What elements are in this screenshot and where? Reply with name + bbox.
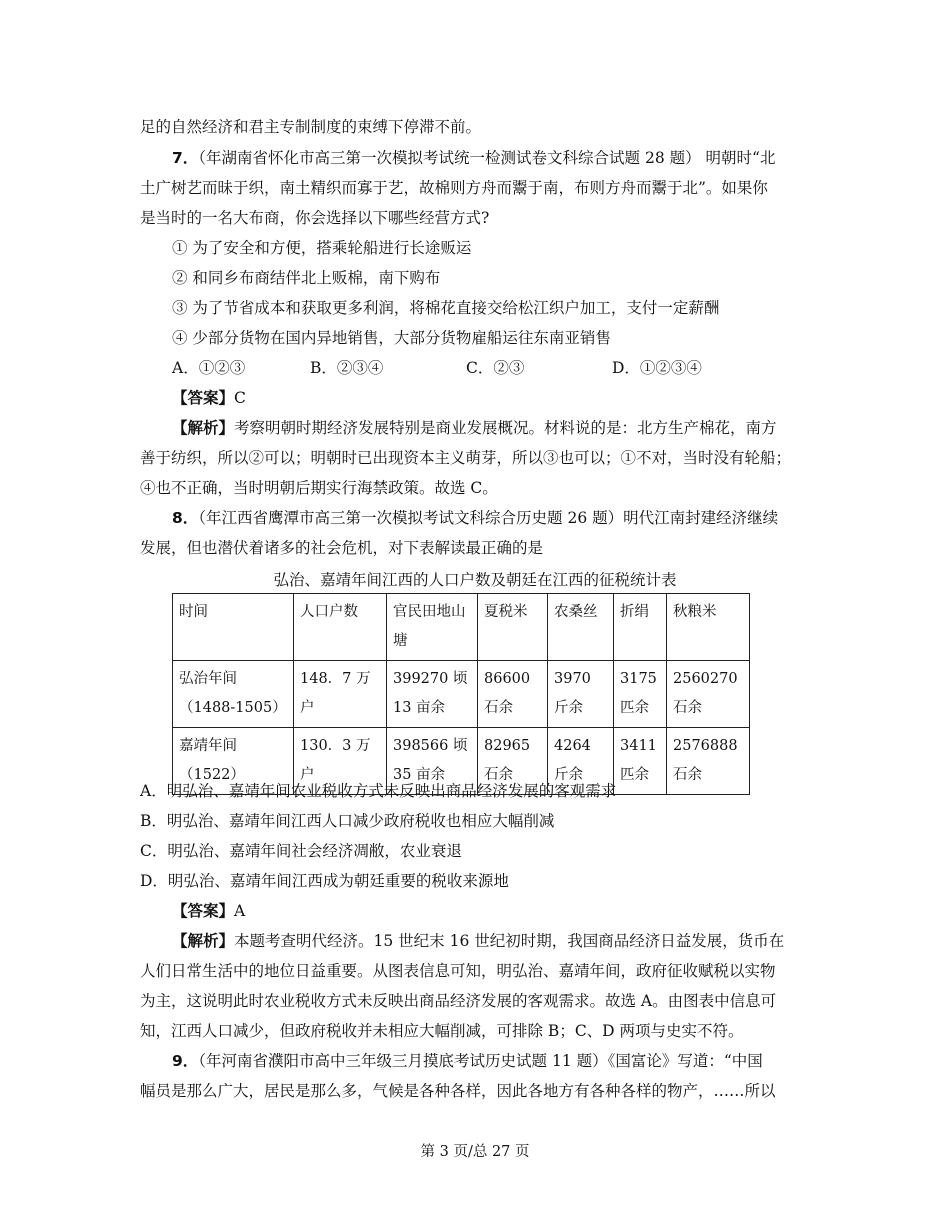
- explanation-7: [172, 418, 862, 438]
- header-cell: 夏税米: [478, 594, 548, 661]
- question-number: 9．: [172, 1052, 199, 1070]
- table-caption: 弘治、嘉靖年间江西的人口户数及朝廷在江西的征税统计表: [273, 571, 677, 589]
- answer-7: [172, 388, 862, 408]
- text-line: 为主，这说明此时农业税收方式未反映出商品经济发展的客观需求。故选 A。由图表中信息可: [140, 992, 777, 1010]
- explanation-text: 考察明朝时期经济发展特别是商业发展概况。材料说的是：北方生产棉花，南方: [234, 419, 777, 437]
- page-footer: 第 3 页/总 27 页: [420, 1144, 530, 1160]
- header-cell: 官民田地山塘: [387, 594, 478, 661]
- question-number: 8．: [172, 509, 199, 527]
- table-cell: 86600 石余: [478, 661, 548, 728]
- options-row: [172, 358, 862, 378]
- table-cell: 2576888 石余: [667, 728, 750, 795]
- option-a: A．明弘治、嘉靖年间农业税收方式未反映出商品经济发展的客观需求: [140, 782, 617, 800]
- table-cell: 2560270 石余: [667, 661, 750, 728]
- table-cell: 3411 匹余: [614, 728, 667, 795]
- statement-4: ④ 少部分货物在国内异地销售，大部分货物雇船运往东南亚销售: [172, 329, 611, 347]
- header-cell: 农桑丝: [548, 594, 614, 661]
- table-header-row: [173, 594, 750, 661]
- question-9-header: [172, 1051, 862, 1071]
- table-cell: 4264 斤余: [548, 728, 614, 795]
- text-line: 足的自然经济和君主专制制度的束缚下停滞不前。: [140, 118, 482, 136]
- text-line: 发展，但也潜伏着诸多的社会危机，对下表解读最正确的是: [140, 539, 544, 557]
- header-cell: 人口户数: [294, 594, 387, 661]
- table-cell: 148．7 万户: [294, 661, 387, 728]
- statement-3: ③ 为了节省成本和获取更多利润，将棉花直接交给松江织户加工，支付一定薪酬: [172, 299, 720, 317]
- option-b: B．明弘治、嘉靖年间江西人口减少政府税收也相应大幅削减: [140, 812, 555, 830]
- table-row: [173, 661, 750, 728]
- option-b: B．②③④: [310, 359, 384, 377]
- table-cell: 130．3 万户: [294, 728, 387, 795]
- answer-label: 【答案】: [172, 901, 235, 920]
- option-d: D．明弘治、嘉靖年间江西成为朝廷重要的税收来源地: [140, 872, 509, 890]
- question-source: （年河南省濮阳市高中三年级三月摸底考试历史试题 11 题）《国富论》写道：“中国: [198, 1052, 763, 1070]
- text-line: 知，江西人口减少，但政府税收并未相应大幅削减，可排除 B；C、D 两项与史实不符。: [140, 1022, 744, 1040]
- table-cell: 弘治年间（1488-1505）: [173, 661, 294, 728]
- explanation-text: 本题考查明代经济。15 世纪末 16 世纪初时期，我国商品经济日益发展，货币在: [234, 932, 785, 950]
- explanation-8: [172, 931, 862, 951]
- header-cell: 折绢: [614, 594, 667, 661]
- answer-label: 【答案】: [172, 388, 235, 407]
- statistics-table: [172, 593, 750, 795]
- question-7-header: [172, 148, 862, 168]
- question-8-header: [172, 508, 862, 528]
- answer-value: C: [234, 389, 246, 407]
- question-source: （年湖南省怀化市高三第一次模拟考试统一检测试卷文科综合试题 28 题） 明朝时“北: [198, 149, 776, 167]
- table-cell: 399270 顷 13 亩余: [387, 661, 478, 728]
- header-cell: 时间: [173, 594, 294, 661]
- statement-1: ① 为了安全和方便，搭乘轮船进行长途贩运: [172, 239, 472, 257]
- text-line: 人们日常生活中的地位日益重要。从图表信息可知，明弘治、嘉靖年间，政府征收赋税以实物: [140, 962, 776, 980]
- header-cell: 秋粮米: [667, 594, 750, 661]
- option-c: C．②③: [466, 359, 525, 377]
- text-line: 是当时的一名大布商，你会选择以下哪些经营方式?: [140, 209, 490, 227]
- table-cell: 3175 匹余: [614, 661, 667, 728]
- option-c: C．明弘治、嘉靖年间社会经济凋敝，农业衰退: [140, 842, 462, 860]
- text-line: 土广树艺而昧于织，南土精织而寡于艺，故棉则方舟而鬻于南，布则方舟而鬻于北”。如果你: [140, 179, 768, 197]
- statement-2: ② 和同乡布商结伴北上贩棉，南下购布: [172, 269, 441, 287]
- text-line: 善于纺织，所以②可以；明朝时已出现资本主义萌芽，所以③也可以；①不对，当时没有轮船；: [140, 449, 792, 467]
- table-cell: 82965 石余: [478, 728, 548, 795]
- explanation-label: 【解析】: [172, 418, 235, 437]
- text-line: ④也不正确，当时明朝后期实行海禁政策。故选 C。: [140, 479, 498, 497]
- text-line: 幅员是那么广大，居民是那么多，气候是各种各样，因此各地方有各种各样的物产，……所以: [140, 1082, 776, 1100]
- table-cell: 398566 顷 35 亩余: [387, 728, 478, 795]
- option-a: A．①②③: [172, 359, 246, 377]
- table-cell: 3970 斤余: [548, 661, 614, 728]
- explanation-label: 【解析】: [172, 931, 235, 950]
- question-source: （年江西省鹰潭市高三第一次模拟考试文科综合历史题 26 题）明代江南封建经济继续: [198, 509, 779, 527]
- question-number: 7．: [172, 149, 199, 167]
- answer-8: [172, 901, 862, 921]
- answer-value: A: [234, 902, 246, 920]
- table-cell: 嘉靖年间（1522）: [173, 728, 294, 795]
- option-d: D．①②③④: [612, 359, 702, 377]
